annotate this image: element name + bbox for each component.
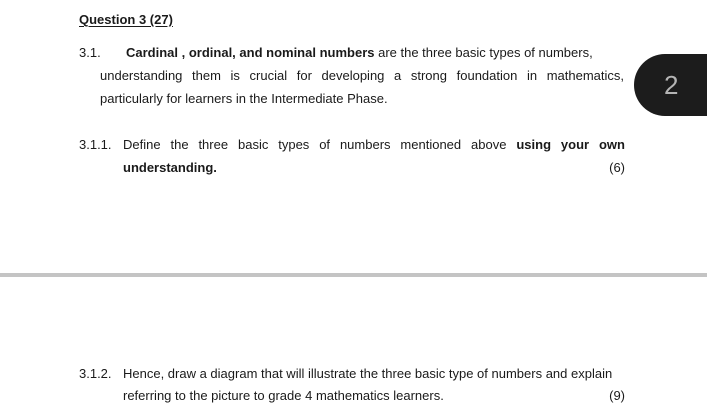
question-3-1-1-text: Define the three basic types of numbers mentioned above: [123, 137, 517, 152]
question-3-1-bold-terms: Cardinal , ordinal, and nominal numbers: [126, 45, 375, 60]
question-3-1-line-1: [126, 45, 624, 60]
question-3-1-2-marks: (9): [609, 388, 625, 403]
question-3-1-1-bold-text-2: understanding.: [123, 160, 217, 175]
question-3-1-line-2: understanding them is crucial for developing a strong foundation in mathematics,: [100, 68, 624, 83]
question-3-1-1-number: 3.1.1.: [79, 137, 112, 152]
page-separator: [0, 273, 707, 277]
page-number: 2: [664, 69, 679, 100]
question-3-1-line-1-rest: are the three basic types of numbers,: [374, 45, 593, 60]
question-3-1-1-marks: (6): [609, 160, 625, 175]
question-3-1-1-line-1: [123, 137, 625, 152]
page-number-badge[interactable]: [634, 54, 707, 116]
question-3-1-2-line-1: Hence, draw a diagram that will illustrate the three basic type of numbers and explain: [123, 366, 613, 381]
question-heading: Question 3 (27): [79, 12, 173, 27]
question-3-1-number: 3.1.: [79, 45, 101, 60]
question-3-1-1-bold-text: using your own: [516, 137, 625, 152]
question-3-1-1-line-2: [123, 160, 217, 175]
question-3-1-2-line-2: referring to the picture to grade 4 mathematics learners.: [123, 388, 444, 403]
question-3-1-line-3: particularly for learners in the Intermediate Phase.: [100, 91, 388, 106]
question-3-1-2-number: 3.1.2.: [79, 366, 112, 381]
